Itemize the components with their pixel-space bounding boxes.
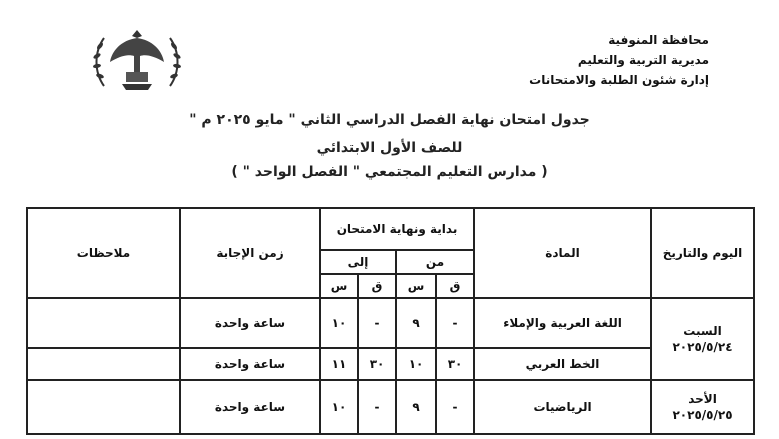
department-label: إدارة شئون الطلبة والامتحانات	[529, 73, 709, 87]
to-q-cell: -	[358, 380, 396, 434]
to-q-cell: -	[358, 298, 396, 348]
governorate-label: محافظة المنوفية	[608, 33, 709, 47]
eagle-emblem-icon	[82, 22, 192, 98]
day-cell	[651, 380, 754, 434]
exam-schedule-table	[26, 207, 755, 435]
directorate-label: مديرية التربية والتعليم	[577, 53, 709, 67]
notes-cell	[27, 348, 180, 380]
from-header: من	[396, 250, 474, 274]
issuer-header	[449, 30, 709, 90]
to-q-cell: ٣٠	[358, 348, 396, 380]
duration-cell: ساعة واحدة	[180, 298, 320, 348]
day-label: السبت	[683, 324, 722, 338]
to-s-cell: ١١	[320, 348, 358, 380]
start-end-header: بداية ونهاية الامتحان	[320, 208, 474, 250]
from-s-cell: ١٠	[396, 348, 436, 380]
subject-cell: اللغة العربية والإملاء	[474, 298, 651, 348]
from-s-cell: ٩	[396, 380, 436, 434]
notes-header: ملاحظات	[27, 208, 180, 298]
duration-cell: ساعة واحدة	[180, 380, 320, 434]
day-cell	[651, 298, 754, 380]
to-header: إلى	[320, 250, 396, 274]
notes-cell	[27, 298, 180, 348]
subject-cell: الخط العربي	[474, 348, 651, 380]
grade-title: للصف الأول الابتدائي	[316, 140, 463, 156]
table-row	[27, 380, 754, 434]
day-date-header: اليوم والتاريخ	[651, 208, 754, 298]
from-q-header: ق	[436, 274, 474, 298]
subject-header: المادة	[474, 208, 651, 298]
date-label: ٢٠٢٥/٥/٢٤	[672, 340, 733, 354]
table-row	[27, 298, 754, 348]
from-s-cell: ٩	[396, 298, 436, 348]
table-row	[27, 348, 754, 380]
duration-header: زمن الإجابة	[180, 208, 320, 298]
to-q-header: ق	[358, 274, 396, 298]
subject-cell: الرياضيات	[474, 380, 651, 434]
schools-title: ( مدارس التعليم المجتمعي " الفصل الواحد " )	[231, 164, 548, 180]
date-label: ٢٠٢٥/٥/٢٥	[672, 408, 733, 422]
from-q-cell: -	[436, 298, 474, 348]
from-q-cell: -	[436, 380, 474, 434]
to-s-cell: ١٠	[320, 298, 358, 348]
from-s-header: س	[396, 274, 436, 298]
notes-cell	[27, 380, 180, 434]
from-q-cell: ٣٠	[436, 348, 474, 380]
to-s-header: س	[320, 274, 358, 298]
duration-cell: ساعة واحدة	[180, 348, 320, 380]
to-s-cell: ١٠	[320, 380, 358, 434]
day-label: الأحد	[688, 392, 717, 406]
exam-title: جدول امتحان نهاية الفصل الدراسي الثاني " مايو ٢٠٢٥ م "	[189, 112, 590, 128]
